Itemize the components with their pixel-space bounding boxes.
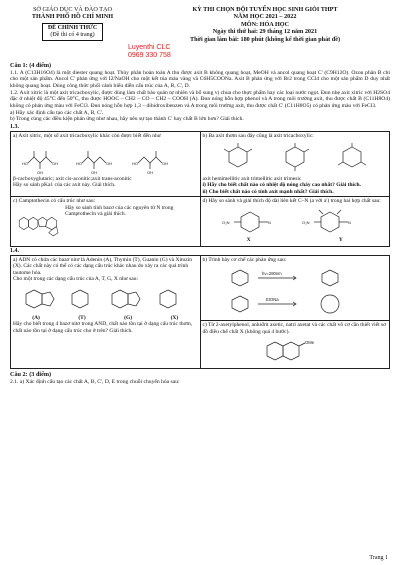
c14c-text: c) Từ 2-axetylphenol, anhiđrit axetic, natri axetat và các chất vô cơ cần thiết viết sơ đồ điều chế chất X (không quá 4 bước). (202, 322, 387, 335)
ome-label: OMe (304, 340, 314, 346)
label-base-t: (T) (78, 314, 86, 321)
svg-text:N: N (267, 219, 271, 225)
cond-1: hν=280nm (261, 271, 282, 277)
c13a-question: Hãy so sánh pKa1 của các axit này. Giải thích. (13, 182, 116, 189)
c13c-row (13, 205, 198, 245)
cond-2: EtONa (265, 297, 279, 303)
label-y: Y (338, 236, 343, 243)
city: THÀNH PHỐ HỒ CHÍ MINH (31, 13, 114, 21)
exam-title: KỲ THI CHỌN ĐỘI TUYỂN HỌC SINH GIỎI THPT (192, 6, 338, 13)
page-number: Trang 1 (369, 555, 388, 561)
c13b-caption: axit hemimellitic axit trimellitic axit trimesic (202, 175, 302, 182)
svg-text:OH: OH (162, 160, 169, 166)
reaction-mechanism-figure (210, 264, 380, 318)
svg-text:O₂N: O₂N (301, 219, 310, 225)
xy-labels (203, 237, 388, 244)
c14a-text: a) ADN có chứa các bazơ nitơ là Adenin (A), Thymin (T), Guanin (G) và Xitozin (X). Các chất này có thể có các dạng cấu trúc khác nhau do xảy ra các quá trình tautome hóa. (13, 256, 192, 276)
label-base-a: (A) (32, 314, 40, 321)
watermark-name: Luyenthi CLC (128, 44, 171, 52)
svg-text:HO: HO (22, 160, 29, 166)
label-x: X (246, 236, 251, 243)
question-2-title: Câu 2: (3 điểm) (10, 371, 52, 379)
c13b-i: i) Hãy cho biết chất nào có nhiệt độ nóng chảy cao nhất? Giải thích. (202, 182, 361, 189)
q1-4-label: 1.4. (10, 247, 19, 254)
official-box (42, 23, 103, 41)
label-base-x: (X) (170, 314, 179, 321)
q2-1: 2.1. a) Xác định cấu tạo các chất A, B, C', D, E trong chuỗi chuyển hóa sau: (10, 378, 180, 385)
nucleobase-structures (20, 284, 190, 314)
q1-3-table (10, 131, 390, 247)
official-label: ĐỀ CHÍNH THỨC (47, 24, 98, 31)
svg-text:OH: OH (91, 169, 98, 175)
school-year: NĂM HỌC 2021 – 2022 (233, 13, 297, 21)
cell-1-3d (200, 197, 390, 247)
c13a-caption: β-cacboxyglutaric; axit cis-aconitic;axit trans-aconitic (13, 175, 132, 182)
c14a-text2: Cho một trong các dạng cấu trúc của A, T, G, X như sau: (13, 276, 138, 283)
svg-text:O₂N: O₂N (221, 219, 230, 225)
cell-1-4a (11, 255, 201, 369)
header-right (140, 6, 390, 43)
svg-text:OH: OH (147, 169, 154, 175)
q1-2b: b) Trong cùng các điều kiện phản ứng như nhau, hãy nêu sự tạo thành C' hay chất B lớn hơn? Giải thích. (10, 116, 244, 123)
svg-text:OH: OH (37, 169, 44, 175)
c13b-text: b) Ba axit thơm sau đây cũng là axit tricacboxylic: (202, 133, 314, 140)
svg-text:HO: HO (76, 160, 83, 166)
question-1-title: Câu 1: (4 điểm) (10, 62, 52, 70)
q1-2: 1.2. Axit xitric là một axit tricacboxylic, được dùng làm chất bảo quản tự nhiên và bổ sung vị chua cho thực phẩm hay các loại nước ngọt. Đun nhẹ axit xitric với H2SO4 đặc ở nhiệt độ 45°C đến 50°C, thu được HOOC – CH2 – CO – CH2 – COOH (A). Đun nóng hỗn hợp phenol và A trong môi trường axit, thu được chất B (C11H8O4) không có phản ứng màu với FeCl3. Đun nóng hỗn hợp 1,3 – dihidroxibenzen và A trong môi trường axit, thu được chất C' (C11H8O5) có phản ứng màu với FeCl3. (10, 89, 390, 110)
watermark (128, 44, 390, 60)
q1-1: 1.1. A (C13H16O4) là một diester quang hoạt. Thủy phân hoàn toàn A thu được axit B không quang hoạt, MeOH và ancol quang hoạt C' (C9H12O). Ozon phân B chỉ cho một sản phẩm. Ancol C' phản ứng với I2/NaOH cho một kết tủa màu vàng và C6H5COONa. Axit B phản ứng với Br2 trong CCl4 cho một sản phẩm D duy nhất không quang hoạt. Dùng công thức phối cảnh biểu diễn cấu trúc của A, B, C', D. (10, 69, 390, 89)
c13d-text: d) Hãy so sánh và giải thích độ dài liên kết C–N (a với a') trong hai hợp chất sau: (202, 198, 381, 205)
svg-text:N: N (347, 219, 351, 225)
c14a-question: Hãy cho biết trong 4 bazơ nitơ trong AND, chất nào tồn tại ở dạng cấu trúc thơm, chất nào tồn tại ở dạng cấu trúc cho ở trên? Giải thích. (13, 321, 193, 334)
aromatic-acids-structures (210, 141, 380, 175)
svg-text:OH: OH (52, 160, 59, 166)
department: SỞ GIÁO DỤC VÀ ĐÀO TẠO (32, 6, 112, 13)
c13c-text: c) Camptothecin có cấu trúc như sau: (13, 198, 96, 205)
q1-4-table (10, 255, 390, 370)
watermark-phone: 0969 330 758 (128, 52, 171, 60)
cell-1-3b (200, 132, 390, 197)
citric-acids-structures (20, 141, 190, 175)
cell-1-4c (200, 321, 390, 369)
cell-1-3c (11, 197, 201, 247)
header-left (10, 6, 135, 43)
header (10, 6, 390, 43)
svg-text:HO: HO (132, 160, 139, 166)
svg-text:OH: OH (106, 160, 113, 166)
c13c-question: Hãy so sánh tính bazơ của các nguyên tử N trong Camptothecin và giải thích. (65, 204, 174, 218)
c13a-text: a) Axit xitric, một số axit tricacboxylic khác còn được biết đến như (13, 133, 161, 140)
camptothecin-structure (13, 205, 61, 245)
c13b-ii: ii) Cho biết chất nào có tính axit mạnh nhất? Giải thích. (202, 188, 334, 195)
label-base-g: (G) (124, 314, 133, 321)
subject: MÔN: HÓA HỌC (240, 20, 290, 28)
q1-3-label: 1.3. (10, 124, 19, 131)
cell-1-3a (11, 132, 201, 197)
c14b-text: b) Trình bày cơ chế các phản ứng sau: (202, 256, 287, 263)
chromone-structure (255, 336, 335, 366)
page-count: (Đề thi có 4 trang) (50, 31, 95, 38)
cell-1-4b (200, 255, 390, 321)
q1-2a: a) Hãy xác định cấu tạo các chất A, B, C'. (10, 109, 104, 116)
exam-time: Thời gian làm bài: 180 phút (không kể thời gian phát đề) (189, 35, 341, 43)
exam-date: Ngày thi thứ hai: 29 tháng 12 năm 2021 (212, 28, 318, 36)
nitro-aniline-structures (210, 206, 380, 236)
